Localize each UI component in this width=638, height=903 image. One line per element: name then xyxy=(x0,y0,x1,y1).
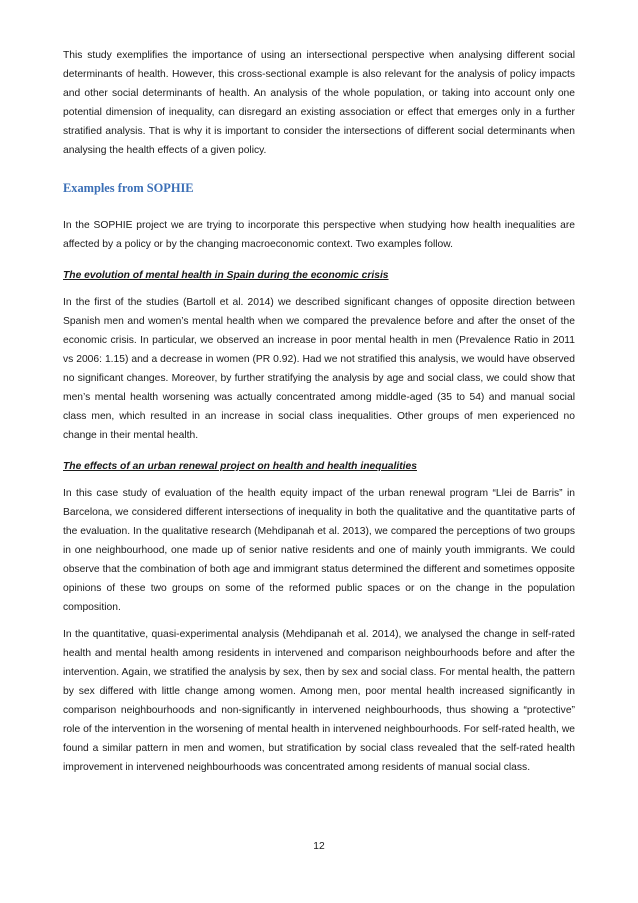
example1-paragraph: In the first of the studies (Bartoll et al. 2014) we described significant changes of opposite direction between Spanish men and women’s mental health when we compared the prevalence before and after the onset of the economic crisis. In particular, we observed an increase in poor mental health in men (Prevalence Ratio in 2011 vs 2006: 1.15) and a decrease in women (PR 0.92). Had we not stratified this analysis, we would have observed no significant changes. Moreover, by further stratifying the analysis by age and social class, we could show that men’s mental health worsening was actually concentrated among middle-aged (35 to 54) and manual social class men, which resulted in an increase in social class inequalities. Other groups of men experienced no change in their mental health. xyxy=(63,297,575,441)
intro-paragraph: This study exemplifies the importance of using an intersectional perspective when analysing different social determinants of health. However, this cross-sectional example is also relevant for the analysis of policy impacts and other social determinants of health. An analysis of the whole population, or taking into account only one potential dimension of inequality, can disregard an existing association or effect that emerges only in a further stratified analysis. That is why it is important to consider the intersections of different social determinants when analysing the health effects of a given policy. xyxy=(63,50,575,156)
section-intro-paragraph: In the SOPHIE project we are trying to incorporate this perspective when studying how health inequalities are affected by a policy or by the changing macroeconomic context. Two examples follow. xyxy=(63,220,575,250)
example2-paragraph-2: In the quantitative, quasi-experimental analysis (Mehdipanah et al. 2014), we analysed the change in self-rated health and mental health among residents in intervened and comparison neighbourhoods before and after the intervention. Again, we stratified the analysis by sex, then by sex and social class. For mental health, the pattern by sex differed with little change among women. Among men, poor mental health increased significantly in comparison neighbourhoods and non-significantly in intervened neighbourhoods, thus showing a “protective” role of the intervention in the worsening of mental health in intervened neighbourhoods. For self-rated health, we found a similar pattern in men and women, but stratification by social class revealed that the self-rated health improvement in intervened neighbourhoods was concentrated among residents of manual social class. xyxy=(63,629,575,773)
example2-paragraph-1: In this case study of evaluation of the health equity impact of the urban renewal program “Llei de Barris” in Barcelona, we considered different intersections of inequality in both the qualitative and the quantitative parts of the evaluation. In the qualitative research (Mehdipanah et al. 2013), we compared the perceptions of two groups in one neighbourhood, one made up of senior native residents and one of mainly youth immigrants. We could observe that the combination of both age and immigrant status determined the different and sometimes opposite opinions of these two groups on some of the reformed public spaces or on the change in the population composition. xyxy=(63,488,575,613)
example1-heading: The evolution of mental health in Spain during the economic crisis xyxy=(63,270,389,281)
page-number: 12 xyxy=(313,841,325,852)
example2-heading: The effects of an urban renewal project on health and health inequalities xyxy=(63,461,417,472)
document-body xyxy=(63,46,575,777)
section-heading: Examples from SOPHIE xyxy=(63,181,194,195)
